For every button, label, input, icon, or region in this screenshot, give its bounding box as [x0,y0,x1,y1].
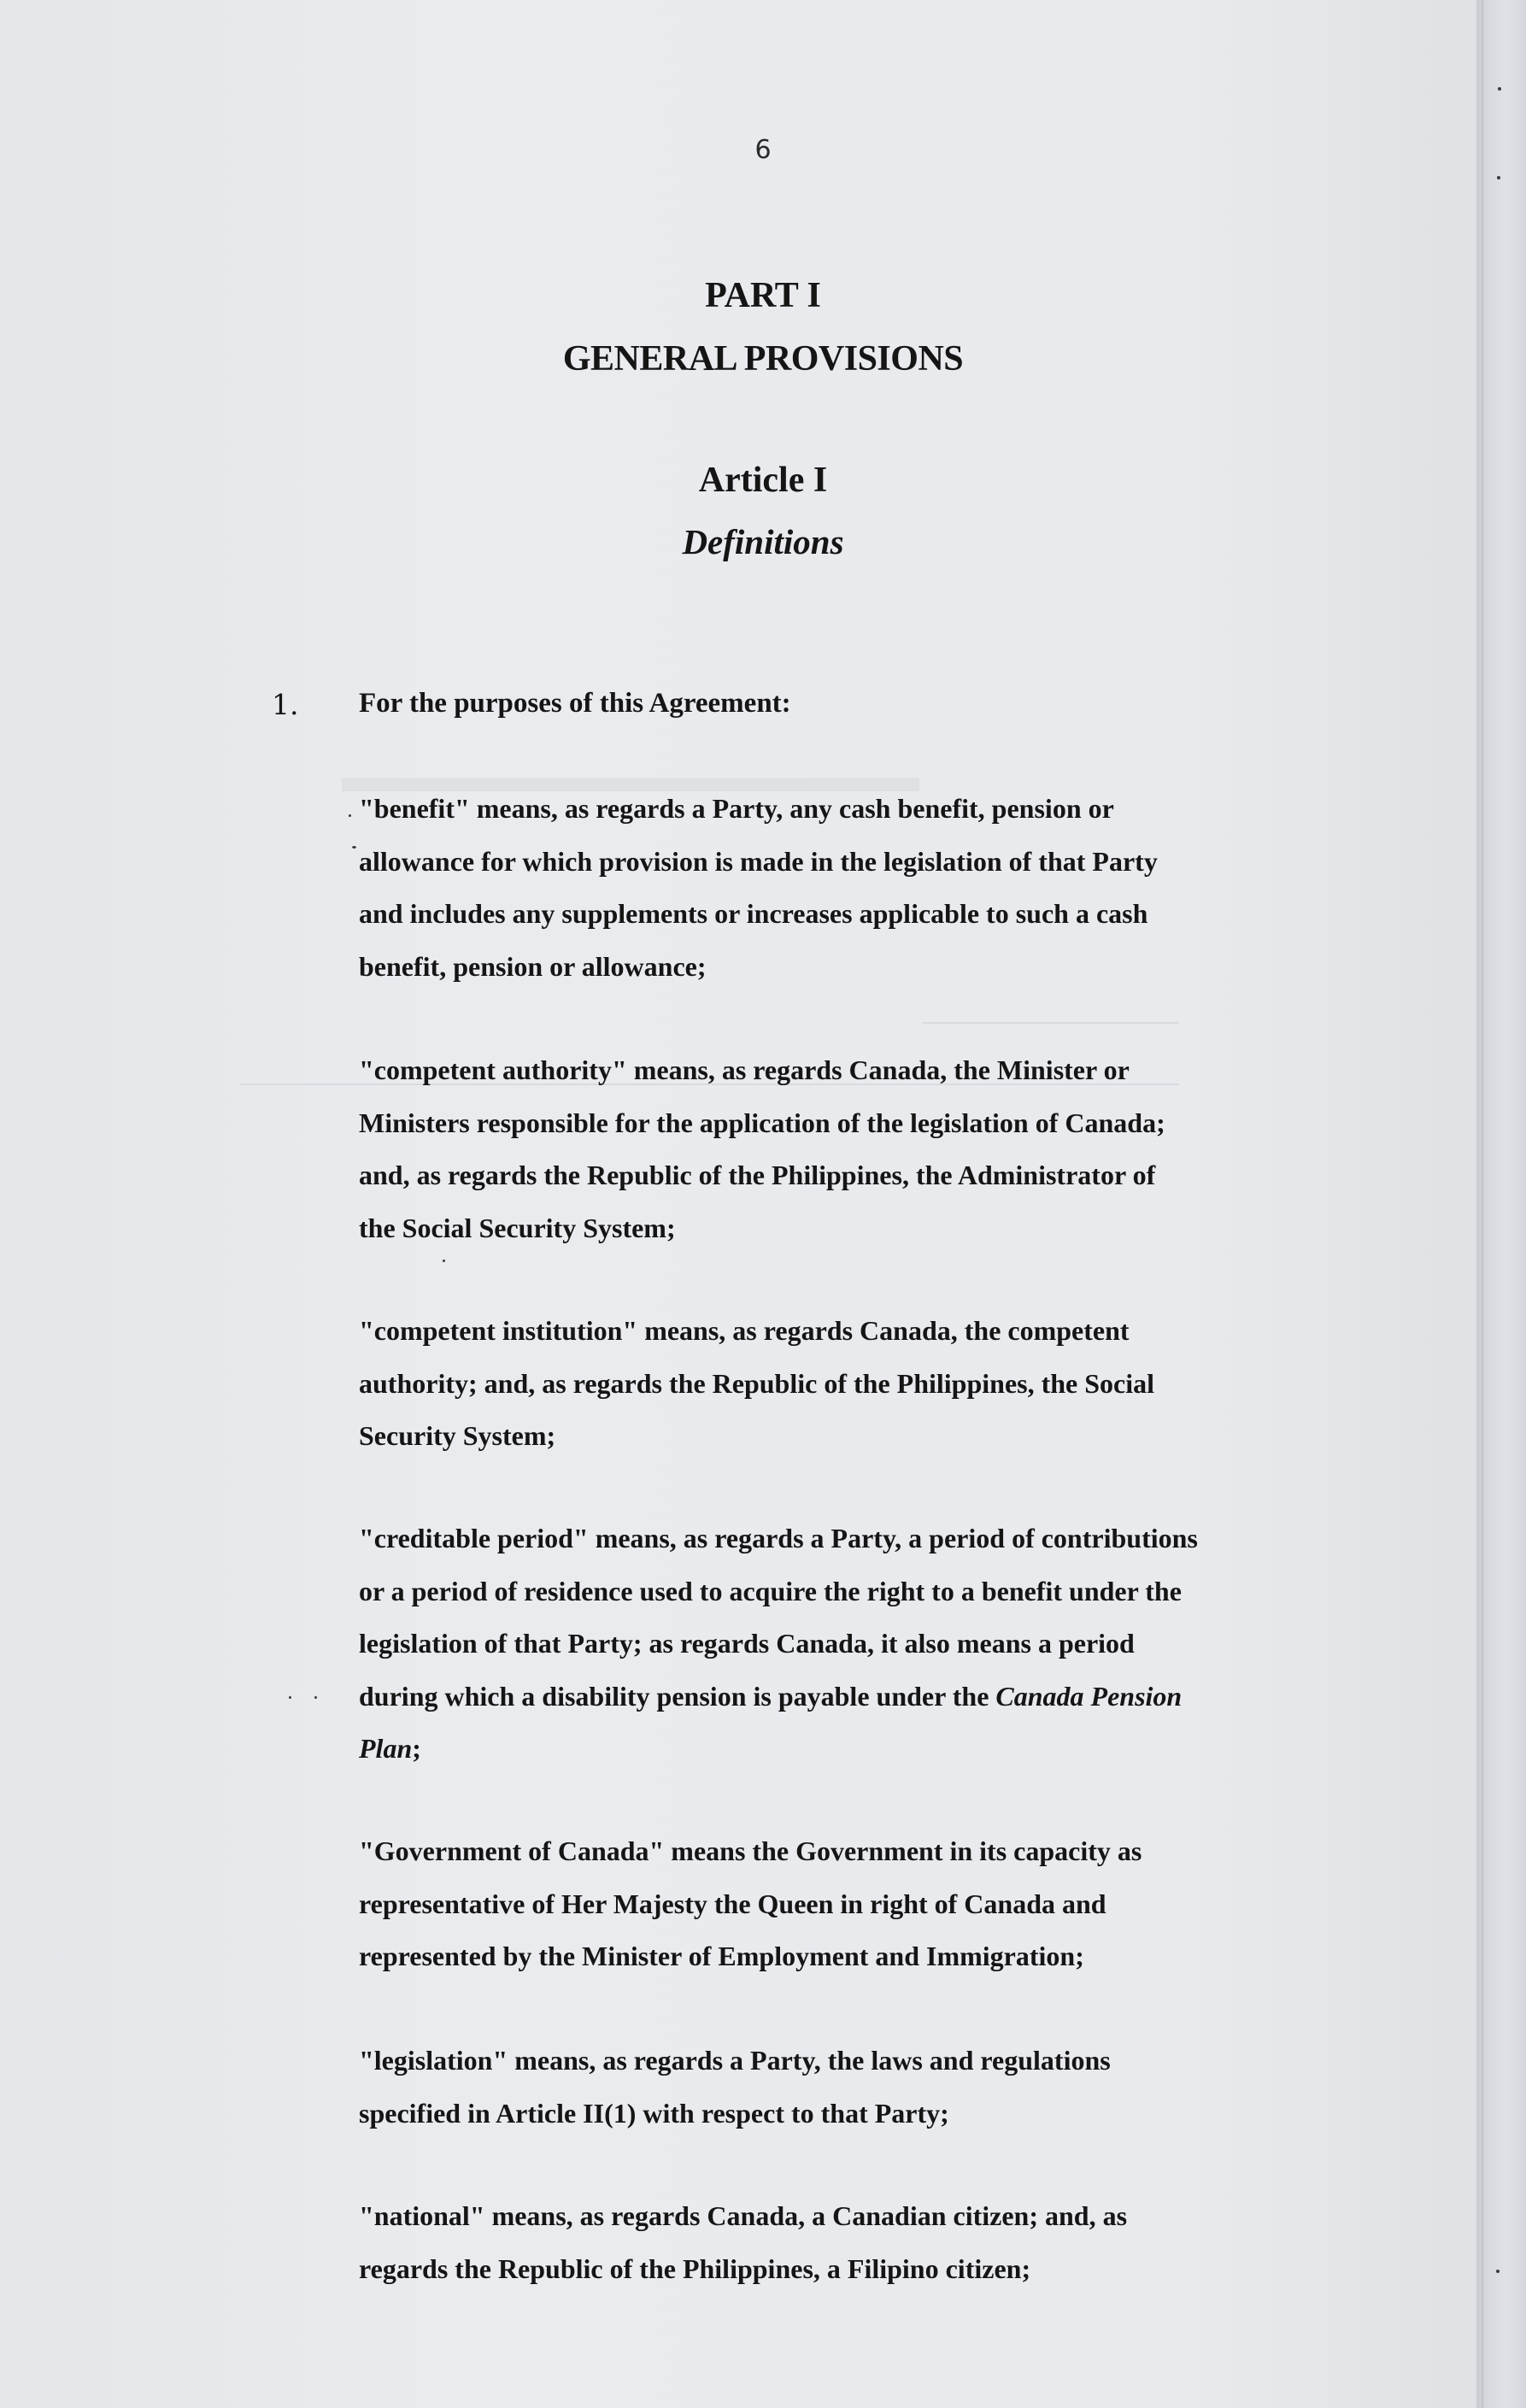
definition-line: "competent authority" means, as regards Canada, the Minister or [359,1054,1130,1085]
article-subheading: Definitions [682,522,844,561]
definition-creditable-period [359,1512,1198,1776]
plan-name-italic: Plan [359,1733,413,1764]
scan-speck [1498,87,1501,91]
definition-line: specified in Article II(1) with respect to that Party; [359,2097,949,2129]
definition-line-with-italic [359,1723,1198,1776]
definition-line: "creditable period" means, as regards a Party, a period of contributions [359,1523,1198,1553]
definition-national [359,2190,1127,2295]
definition-line: representative of Her Majesty the Queen in right of Canada and [359,1888,1106,1919]
definition-line: "competent institution" means, as regards Canada, the competent [359,1315,1130,1346]
definition-line: benefit, pension or allowance; [359,950,707,982]
paragraph-lead: For the purposes of this Agreement: [359,688,791,719]
definition-line: "Government of Canada" means the Government in its capacity as [359,1835,1142,1866]
definition-line: "benefit" means, as regards a Party, any cash benefit, pension or [359,793,1114,824]
scan-speck [349,814,351,817]
show-through-rule [923,1022,1179,1024]
definition-line: during which a disability pension is payable under the [359,1680,996,1712]
definition-line: regards the Republic of the Philippines, a Filipino citizen; [359,2252,1031,2284]
definition-line-suffix: ; [412,1733,421,1764]
plan-name-italic: Canada Pension [995,1680,1183,1712]
definition-line: "legislation" means, as regards a Party, the laws and regulations [359,2045,1111,2076]
scan-speck [289,1696,291,1699]
definition-line: Ministers responsible for the application of the legislation of Canada; [359,1107,1165,1138]
scan-speck [443,1260,445,1262]
definition-benefit [359,783,1158,993]
article-heading: Article I [698,461,828,500]
paragraph-number: 1. [272,688,299,721]
part-heading: PART I [705,276,821,315]
scan-speck [314,1696,317,1699]
definition-line: legislation of that Party; as regards Canada, it also means a period [359,1628,1135,1659]
definition-line: and includes any supplements or increases applicable to such a cash [359,898,1148,929]
definition-line-with-italic [359,1671,1198,1724]
show-through-heading: ▬▬▬▬▬▬▬▬▬▬▬▬▬ [342,753,919,802]
section-heading: GENERAL PROVISIONS [562,339,964,379]
definition-line: the Social Security System; [359,1212,676,1243]
definition-competent-authority [359,1044,1165,1254]
scan-speck [352,846,356,849]
definition-line: or a period of residence used to acquire the right to a benefit under the [359,1575,1182,1606]
scan-speck [1496,2270,1500,2273]
definition-line: authority; and, as regards the Republic of the Philippines, the Social [359,1367,1155,1399]
definition-competent-institution [359,1305,1154,1463]
definition-line: represented by the Minister of Employment and Immigration; [359,1941,1084,1971]
definition-line: "national" means, as regards Canada, a Canadian citizen; and, as [359,2200,1128,2231]
page-number: 6 [754,135,772,165]
definition-government-of-canada [359,1825,1142,1983]
definition-legislation [359,2035,1111,2140]
scan-speck [1497,176,1500,179]
definition-line: Security System; [359,1420,556,1451]
definition-line: allowance for which provision is made in the legislation of that Party [359,845,1158,877]
definition-line: and, as regards the Republic of the Philippines, the Administrator of [359,1160,1156,1190]
